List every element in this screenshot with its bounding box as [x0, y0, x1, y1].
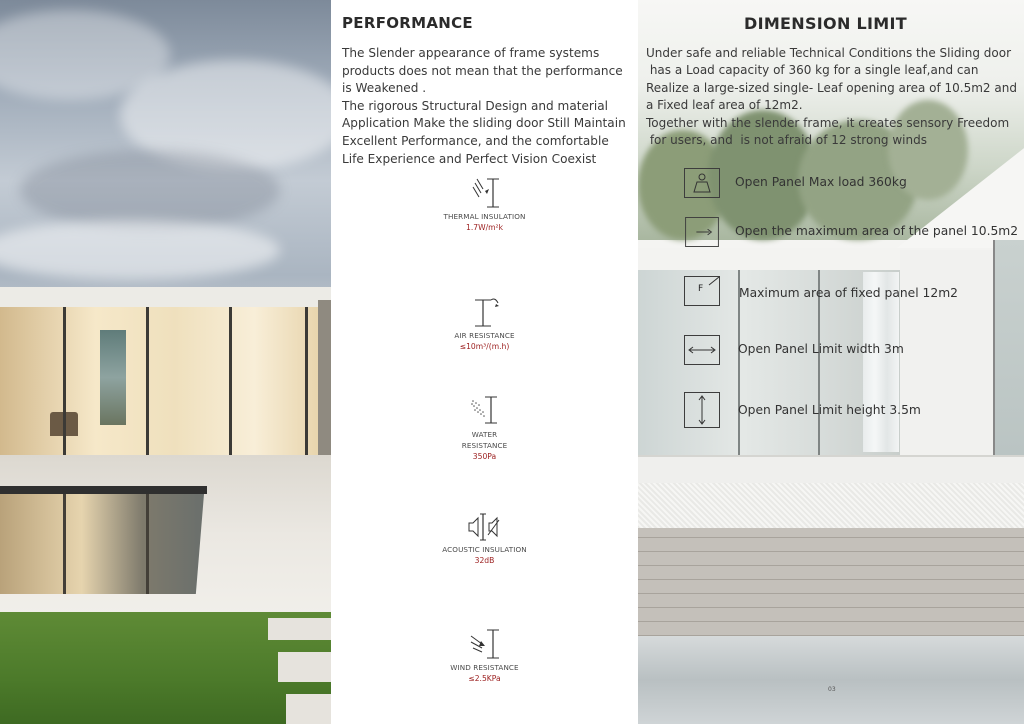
dimension-line: Together with the slender frame, it creates sensory Freedom: [646, 115, 1010, 130]
spec-limit-width: [684, 335, 1024, 367]
feature-name: RESISTANCE: [461, 441, 508, 450]
performance-description: [342, 45, 634, 168]
spec-fixed-panel: [684, 276, 1024, 308]
feature-acoustic-insulation: [331, 510, 638, 567]
performance-line: The rigorous Structural Design and material: [342, 98, 609, 113]
spec-max-load: [684, 168, 1024, 200]
dimension-line: has a Load capacity of 360 kg for a single leaf,and can: [646, 63, 979, 78]
dimension-line: Under safe and reliable Technical Conditions the Sliding door: [646, 46, 1012, 60]
performance-title: PERFORMANCE: [342, 14, 473, 32]
feature-name: WIND RESISTANCE: [450, 663, 519, 672]
feature-value: ≤10m³/(m.h): [459, 342, 510, 351]
dimension-title: DIMENSION LIMIT: [744, 14, 907, 33]
spec-label: Open Panel Max load 360kg: [735, 175, 907, 189]
feature-water-resistance: [331, 393, 638, 463]
dimension-line: for users, and is not afraid of 12 strong winds: [646, 133, 927, 148]
dimension-line: a Fixed leaf area of 12m2.: [646, 98, 803, 113]
dimension-line: Realize a large-sized single- Leaf opening area of 10.5m2 and: [646, 80, 1017, 95]
performance-line: Life Experience and Perfect Vision Coexist: [342, 151, 597, 166]
feature-wind-resistance: [331, 626, 638, 685]
fixed-panel-letter: F: [698, 284, 704, 294]
feature-air-resistance: [331, 294, 638, 353]
feature-name: AIR RESISTANCE: [454, 331, 515, 340]
max-load-icon: [684, 168, 720, 198]
dimension-column: [638, 0, 1024, 724]
feature-value: 1.7W/m²k: [466, 223, 503, 232]
performance-line: Application Make the sliding door Still Maintain: [342, 116, 626, 131]
limit-width-icon: [684, 335, 720, 365]
pool-water: [638, 636, 1024, 724]
feature-value: ≤2.5KPa: [468, 674, 501, 683]
performance-column: [331, 0, 638, 724]
performance-line: is Weakened .: [342, 81, 427, 96]
limit-height-icon: [684, 392, 720, 428]
thermal-insulation-icon: [465, 175, 505, 211]
spec-label: Open the maximum area of the panel 10.5m2: [735, 224, 1019, 238]
water-resistance-icon: [465, 393, 505, 429]
performance-line: Excellent Performance, and the comfortable: [342, 133, 609, 148]
wind-resistance-icon: [465, 626, 505, 662]
page-number: 03: [828, 686, 836, 693]
feature-name: WATER: [471, 430, 498, 439]
spec-label: Maximum area of fixed panel 12m2: [739, 286, 958, 300]
performance-line: The Slender appearance of frame systems: [342, 46, 600, 60]
max-area-icon: [684, 217, 720, 247]
feature-name: THERMAL INSULATION: [443, 212, 526, 221]
performance-line: products does not mean that the performance: [342, 63, 623, 78]
fixed-panel-icon: [684, 276, 720, 306]
air-resistance-icon: [465, 294, 505, 330]
wooden-deck: [638, 528, 1024, 636]
house-pool-photo: [0, 0, 331, 724]
dimension-description: [646, 45, 1022, 149]
feature-thermal-insulation: [331, 175, 638, 234]
acoustic-insulation-icon: [465, 510, 505, 544]
spec-label: Open Panel Limit height 3.5m: [738, 403, 921, 417]
feature-name: ACOUSTIC INSULATION: [442, 545, 527, 554]
spec-label: Open Panel Limit width 3m: [738, 342, 904, 356]
feature-value: 350Pa: [472, 452, 497, 461]
feature-value: 32dB: [474, 556, 495, 565]
spec-max-area: [684, 217, 1024, 249]
spec-limit-height: [684, 392, 1024, 424]
